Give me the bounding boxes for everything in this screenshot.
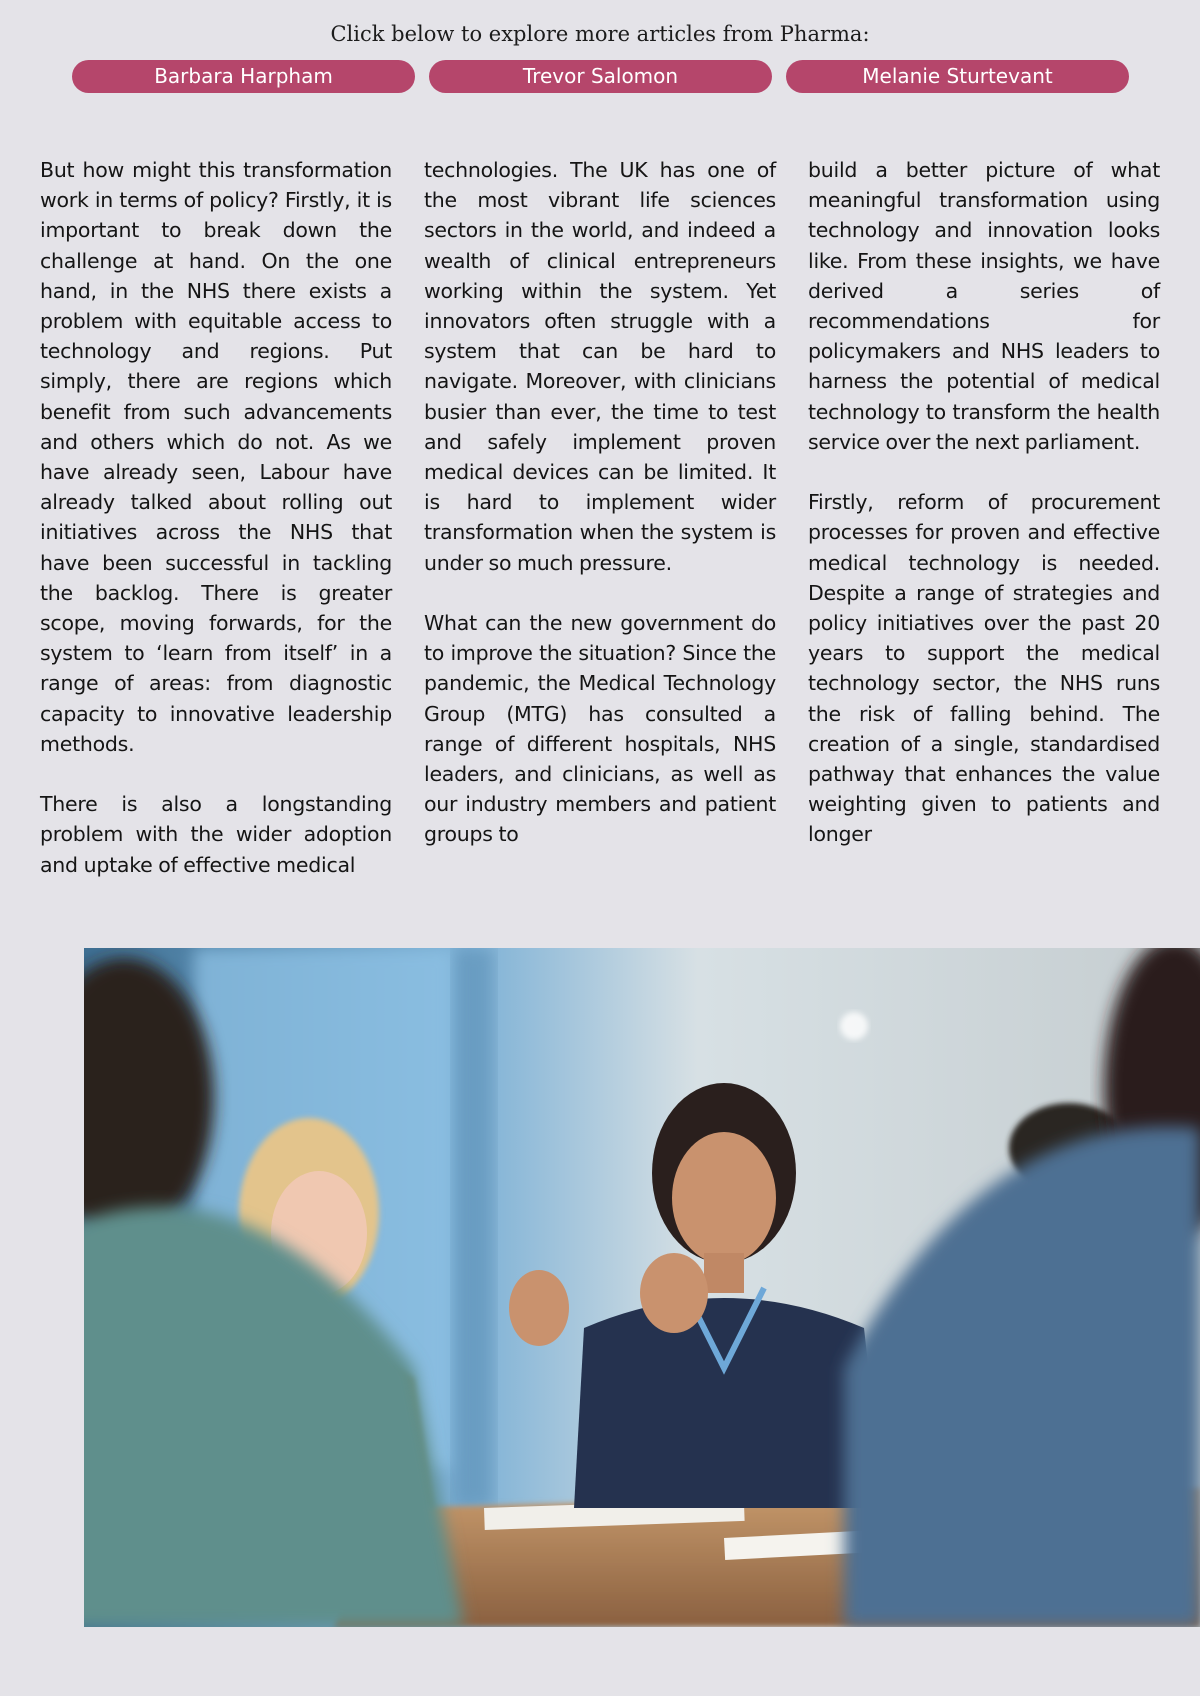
- paragraph: technologies. The UK has one of the most vibrant life sciences sectors in the world, and indeed a wealth of clinical entrepreneurs working within the system. Yet innovators often struggle with a system that can be hard to navigate. Moreover, with clinicians busier than ever, the time to test and safely implement proven medical devices can be limited. It is hard to implement wider transformation when the system is under so much pressure.: [424, 158, 776, 575]
- explore-label: Click below to explore more articles from Pharma:: [330, 22, 870, 46]
- article-photo: [84, 948, 1200, 1627]
- article-link-melanie-sturtevant[interactable]: Melanie Sturtevant: [786, 60, 1129, 93]
- article-column-1: [40, 155, 392, 910]
- article-link-trevor-salomon[interactable]: Trevor Salomon: [429, 60, 772, 93]
- paragraph: build a better picture of what meaningful transformation using technology and innovation looks like. From these insights, we have derived a series of recommendations for policymakers and NHS leaders to harness the potential of medical technology to transform the health service over the next parliament.: [808, 158, 1160, 454]
- paragraph: Firstly, reform of procurement processes for proven and effective medical technology is needed. Despite a range of strategies and policy initiatives over the past 20 years to support the medical technology sector, the NHS runs the risk of falling behind. The creation of a single, standardised pathway that enhances the value weighting given to patients and longer: [808, 490, 1160, 847]
- article-column-2: [424, 155, 776, 880]
- paragraph: There is also a longstanding problem with the wider adoption and uptake of effective medical: [40, 792, 392, 877]
- meeting-illustration: [84, 948, 1200, 1627]
- article-column-3: [808, 155, 1160, 880]
- paragraph: What can the new government do to improve the situation? Since the pandemic, the Medical Technology Group (MTG) has consulted a range of different hospitals, NHS leaders, and clinicians, as well as our industry members and patient groups to: [424, 611, 776, 847]
- paragraph: But how might this transformation work in terms of policy? Firstly, it is important to break down the challenge at hand. On the one hand, in the NHS there exists a problem with equitable access to technology and regions. Put simply, there are regions which benefit from such advancements and others which do not. As we have already seen, Labour have already talked about rolling out initiatives across the NHS that have been successful in tackling the backlog. There is greater scope, moving forwards, for the system to ‘learn from itself’ in a range of areas: from diagnostic capacity to innovative leadership methods.: [40, 158, 392, 756]
- article-link-barbara-harpham[interactable]: Barbara Harpham: [72, 60, 415, 93]
